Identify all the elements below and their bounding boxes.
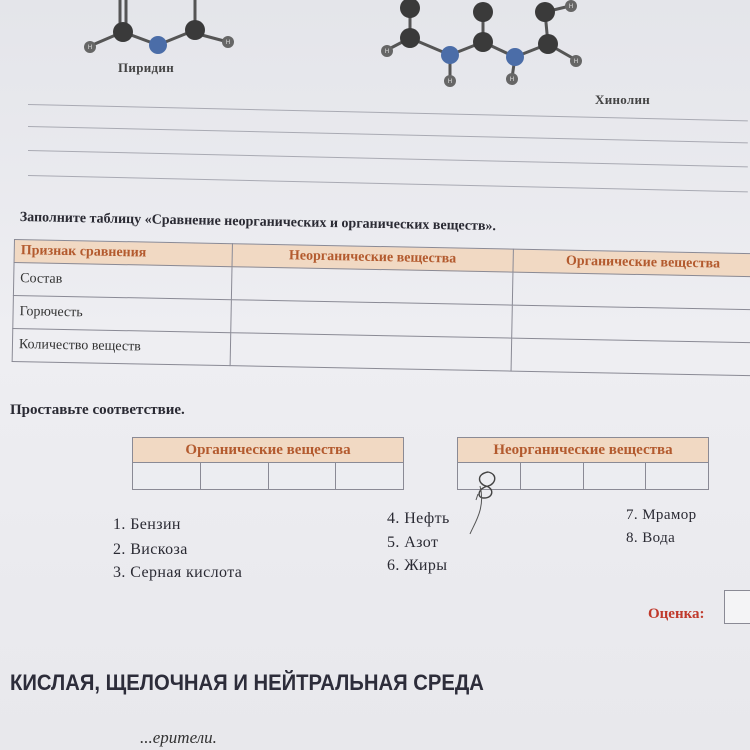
list-item: 1. Бензин [113, 516, 181, 533]
grade-label: Оценка: [648, 606, 705, 622]
row-label-quantity: Количество веществ [12, 328, 231, 365]
writing-line[interactable] [28, 126, 748, 143]
answer-cell[interactable] [511, 305, 750, 343]
task1-title: Заполните таблицу «Сравнение неорганических и органических веществ». [19, 210, 497, 235]
atom-h-label: H [509, 76, 515, 83]
organic-box [132, 437, 404, 490]
list-item: 7. Мрамор [626, 507, 697, 523]
pyridine-label: Пиридин [118, 60, 174, 75]
answer-slot[interactable] [336, 463, 403, 489]
answer-slot[interactable] [584, 463, 647, 489]
answer-cell[interactable] [231, 300, 512, 338]
list-item: 3. Серная кислота [113, 564, 243, 581]
answer-slot[interactable] [269, 463, 337, 489]
answer-slot[interactable] [201, 463, 269, 489]
row-label-composition: Состав [13, 263, 232, 300]
footer-text: ...ерители. [140, 728, 217, 747]
task2-title: Проставьте соответствие. [10, 402, 185, 418]
answer-cell[interactable] [231, 267, 512, 305]
answer-slot[interactable] [646, 463, 708, 489]
answer-cell[interactable] [230, 333, 511, 371]
handwritten-mark [468, 468, 508, 538]
handwritten-mark-text: 8 [468, 468, 469, 469]
list-item: 4. Нефть [387, 510, 450, 527]
atom-h-label: H [87, 44, 93, 51]
atom-h-label: H [568, 3, 574, 10]
answer-cell[interactable] [511, 338, 750, 376]
list-item: 8. Вода [626, 530, 676, 546]
list-item: 2. Вискоза [113, 541, 188, 558]
list-item: 5. Азот [387, 534, 439, 551]
chapter-title: КИСЛАЯ, ЩЕЛОЧНАЯ И НЕЙТРАЛЬНАЯ СРЕДА [10, 670, 484, 695]
organic-box-header: Органические вещества [133, 438, 403, 463]
grade-box[interactable] [724, 590, 750, 624]
writing-line[interactable] [28, 175, 748, 192]
comparison-table [12, 239, 750, 377]
answer-slot[interactable] [521, 463, 584, 489]
atom-h-label: H [384, 48, 390, 55]
writing-line[interactable] [28, 150, 748, 167]
answer-cell[interactable] [512, 272, 750, 310]
atom-h-label: H [447, 78, 453, 85]
list-item: 6. Жиры [387, 557, 448, 574]
row-label-flammability: Горючесть [13, 295, 232, 332]
quinoline-label: Хинолин [595, 92, 651, 107]
answer-slot[interactable] [133, 463, 201, 489]
header-inorganic: Неорганические вещества [232, 244, 513, 272]
atom-h-label: H [573, 58, 579, 65]
inorganic-box-header: Неорганические вещества [458, 438, 708, 463]
header-criterion: Признак сравнения [14, 240, 232, 267]
atom-h-label: H [225, 39, 231, 46]
header-organic: Органические вещества [513, 249, 750, 277]
